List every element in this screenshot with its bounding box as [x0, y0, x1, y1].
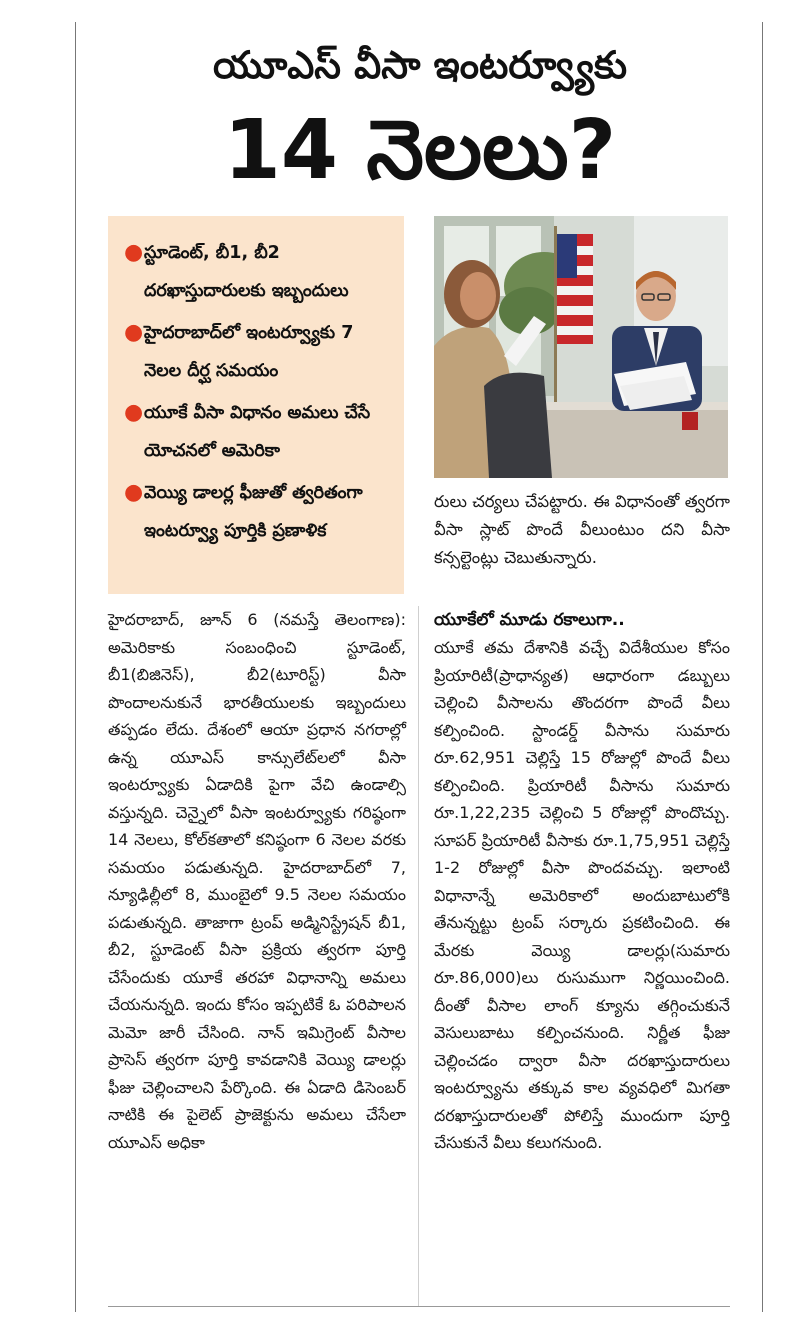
- highlight-text: హైదరాబాద్‌లో ఇంటర్వ్యూకు 7 నెలల దీర్ఘ సమయం: [144, 323, 354, 381]
- article-paragraph: హైదరాబాద్, జూన్ 6 (నమస్తే తెలంగాణ): అమెరికాకు సంబంధించి స్టూడెంట్, బీ1(బిజినెస్), బీ2(టూరిస్ట్) వీసా పొందాలనుకునే భారతీయులకు ఇబ్బందులు తప్పడం లేదు. దేశంలో ఆయా ప్రధాన నగరాల్లో ఉన్న యూఎస్ కాన్సులేట్‌లలో వీసా ఇంటర్వ్యూకు ఏడాదికి పైగా వేచి ఉండాల్సి వస్తున్నది. చెన్నైలో వీసా ఇంటర్వ్యూకు గరిష్ఠంగా 14 నెలలు, కోల్‌కతాలో కనిష్ఠంగా 6 నెలల వరకు సమయం పడుతున్నది. హైదరాబాద్‌లో 7, న్యూఢిల్లీలో 8, ముంబైలో 9.5 నెలల సమయం పడుతున్నది. తాజాగా ట్రంప్ అడ్మినిస్ట్రేషన్ బీ1, బీ2, స్టూడెంట్ వీసా ప్రక్రియ త్వరగా పూర్తి చేసేందుకు యూకే తరహా విధానాన్ని అమలు చేయనున్నది. ఇందు కోసం ఇప్పటికే ఓ పరిపాలన మెమో జారీ చేసింది. నాన్ ఇమిగ్రెంట్ వీసాల ప్రాసెస్ త్వరగా పూర్తి కావడానికి వెయ్యి డాలర్లు ఫీజు చెల్లించాలని పేర్కొంది. ఈ ఏడాది డిసెంబర్ నాటికి ఈ పైలెట్ ప్రాజెక్టును అమలు చేసేలా యూఎస్ అధికా: [108, 610, 406, 1152]
- highlight-text: వెయ్యి డాలర్ల ఫీజుతో త్వరితంగా ఇంటర్వ్యూ పూర్తికి ప్రణాళిక: [144, 483, 363, 541]
- photo-side-paragraph: రులు చర్యలు చేపట్టారు. ఈ విధానంతో త్వరగా వీసా స్లాట్ పొందే వీలుంటుం దని వీసా కన్సల్టెంట్లు చెబుతున్నారు.: [434, 492, 730, 567]
- photo-side-text: [434, 488, 730, 572]
- bullet-icon: ●: [124, 480, 144, 505]
- highlight-item: [122, 234, 394, 310]
- bullet-icon: ●: [124, 240, 144, 265]
- article-column-left: [108, 606, 406, 1156]
- bullet-icon: ●: [124, 320, 144, 345]
- column-divider: [418, 606, 419, 1306]
- article-paragraph: యూకే తమ దేశానికి వచ్చే విదేశీయుల కోసం ప్రియారిటీ(ప్రాధాన్యత) ఆధారంగా డబ్బులు చెల్లించి వీసాలను తొందరగా పొందే వీలు కల్పించింది. స్టాండర్డ్ వీసాను సుమారు రూ.62,951 చెల్లిస్తే 15 రోజుల్లో పొందే వీలు కల్పించింది. ప్రియారిటీ వీసాను సుమారు రూ.1,22,235 చెల్లించి 5 రోజుల్లో పొందొచ్చు. సూపర్ ప్రియారిటీ వీసాకు రూ.1,75,951 చెల్లిస్తే 1-2 రోజుల్లో వీసా పొందవచ్చు. ఇలాంటి విధానాన్నే అమెరికాలో అందుబాటులోకి తేనున్నట్టు ట్రంప్ సర్కారు ప్రకటించింది. ఈ మేరకు వెయ్యి డాలర్లు(సుమారు రూ.86,000)లు రుసుముగా నిర్ణయించింది. దీంతో వీసాల లాంగ్ క్యూను తగ్గించుకునే వెసులుబాటు కల్పించనుంది. నిర్ణీత ఫీజు చెల్లించడం ద్వారా వీసా దరఖాస్తుదారులు ఇంటర్వ్యూను తక్కువ కాల వ్యవధిలో మిగతా దరఖాస్తుదారులతో పోలిస్తే ముందుగా పూర్తి చేసుకునే వీలు కలుగనుంది.: [434, 638, 730, 1152]
- highlight-text: స్టూడెంట్, బీ1, బీ2 దరఖాస్తుదారులకు ఇబ్బందులు: [144, 243, 349, 301]
- bottom-rule: [108, 1306, 730, 1307]
- headline-line-1: యూఎస్ వీసా ఇంటర్వ్యూకు: [213, 43, 627, 87]
- visa-interview-photo: [434, 216, 728, 478]
- section-subheading: యూకేలో మూడు రకాలుగా..: [434, 610, 625, 630]
- highlight-text: యూకే వీసా విధానం అమలు చేసే యోచనలో అమెరికా: [144, 403, 371, 461]
- highlight-item: [122, 474, 394, 550]
- highlights-box: [108, 216, 404, 594]
- article-column-right: [434, 606, 730, 1157]
- photo-illustration: [434, 216, 728, 478]
- bullet-icon: ●: [124, 400, 144, 425]
- highlight-item: [122, 314, 394, 390]
- headline-line-2: 14 నెలలు?: [223, 103, 617, 198]
- highlight-item: [122, 394, 394, 470]
